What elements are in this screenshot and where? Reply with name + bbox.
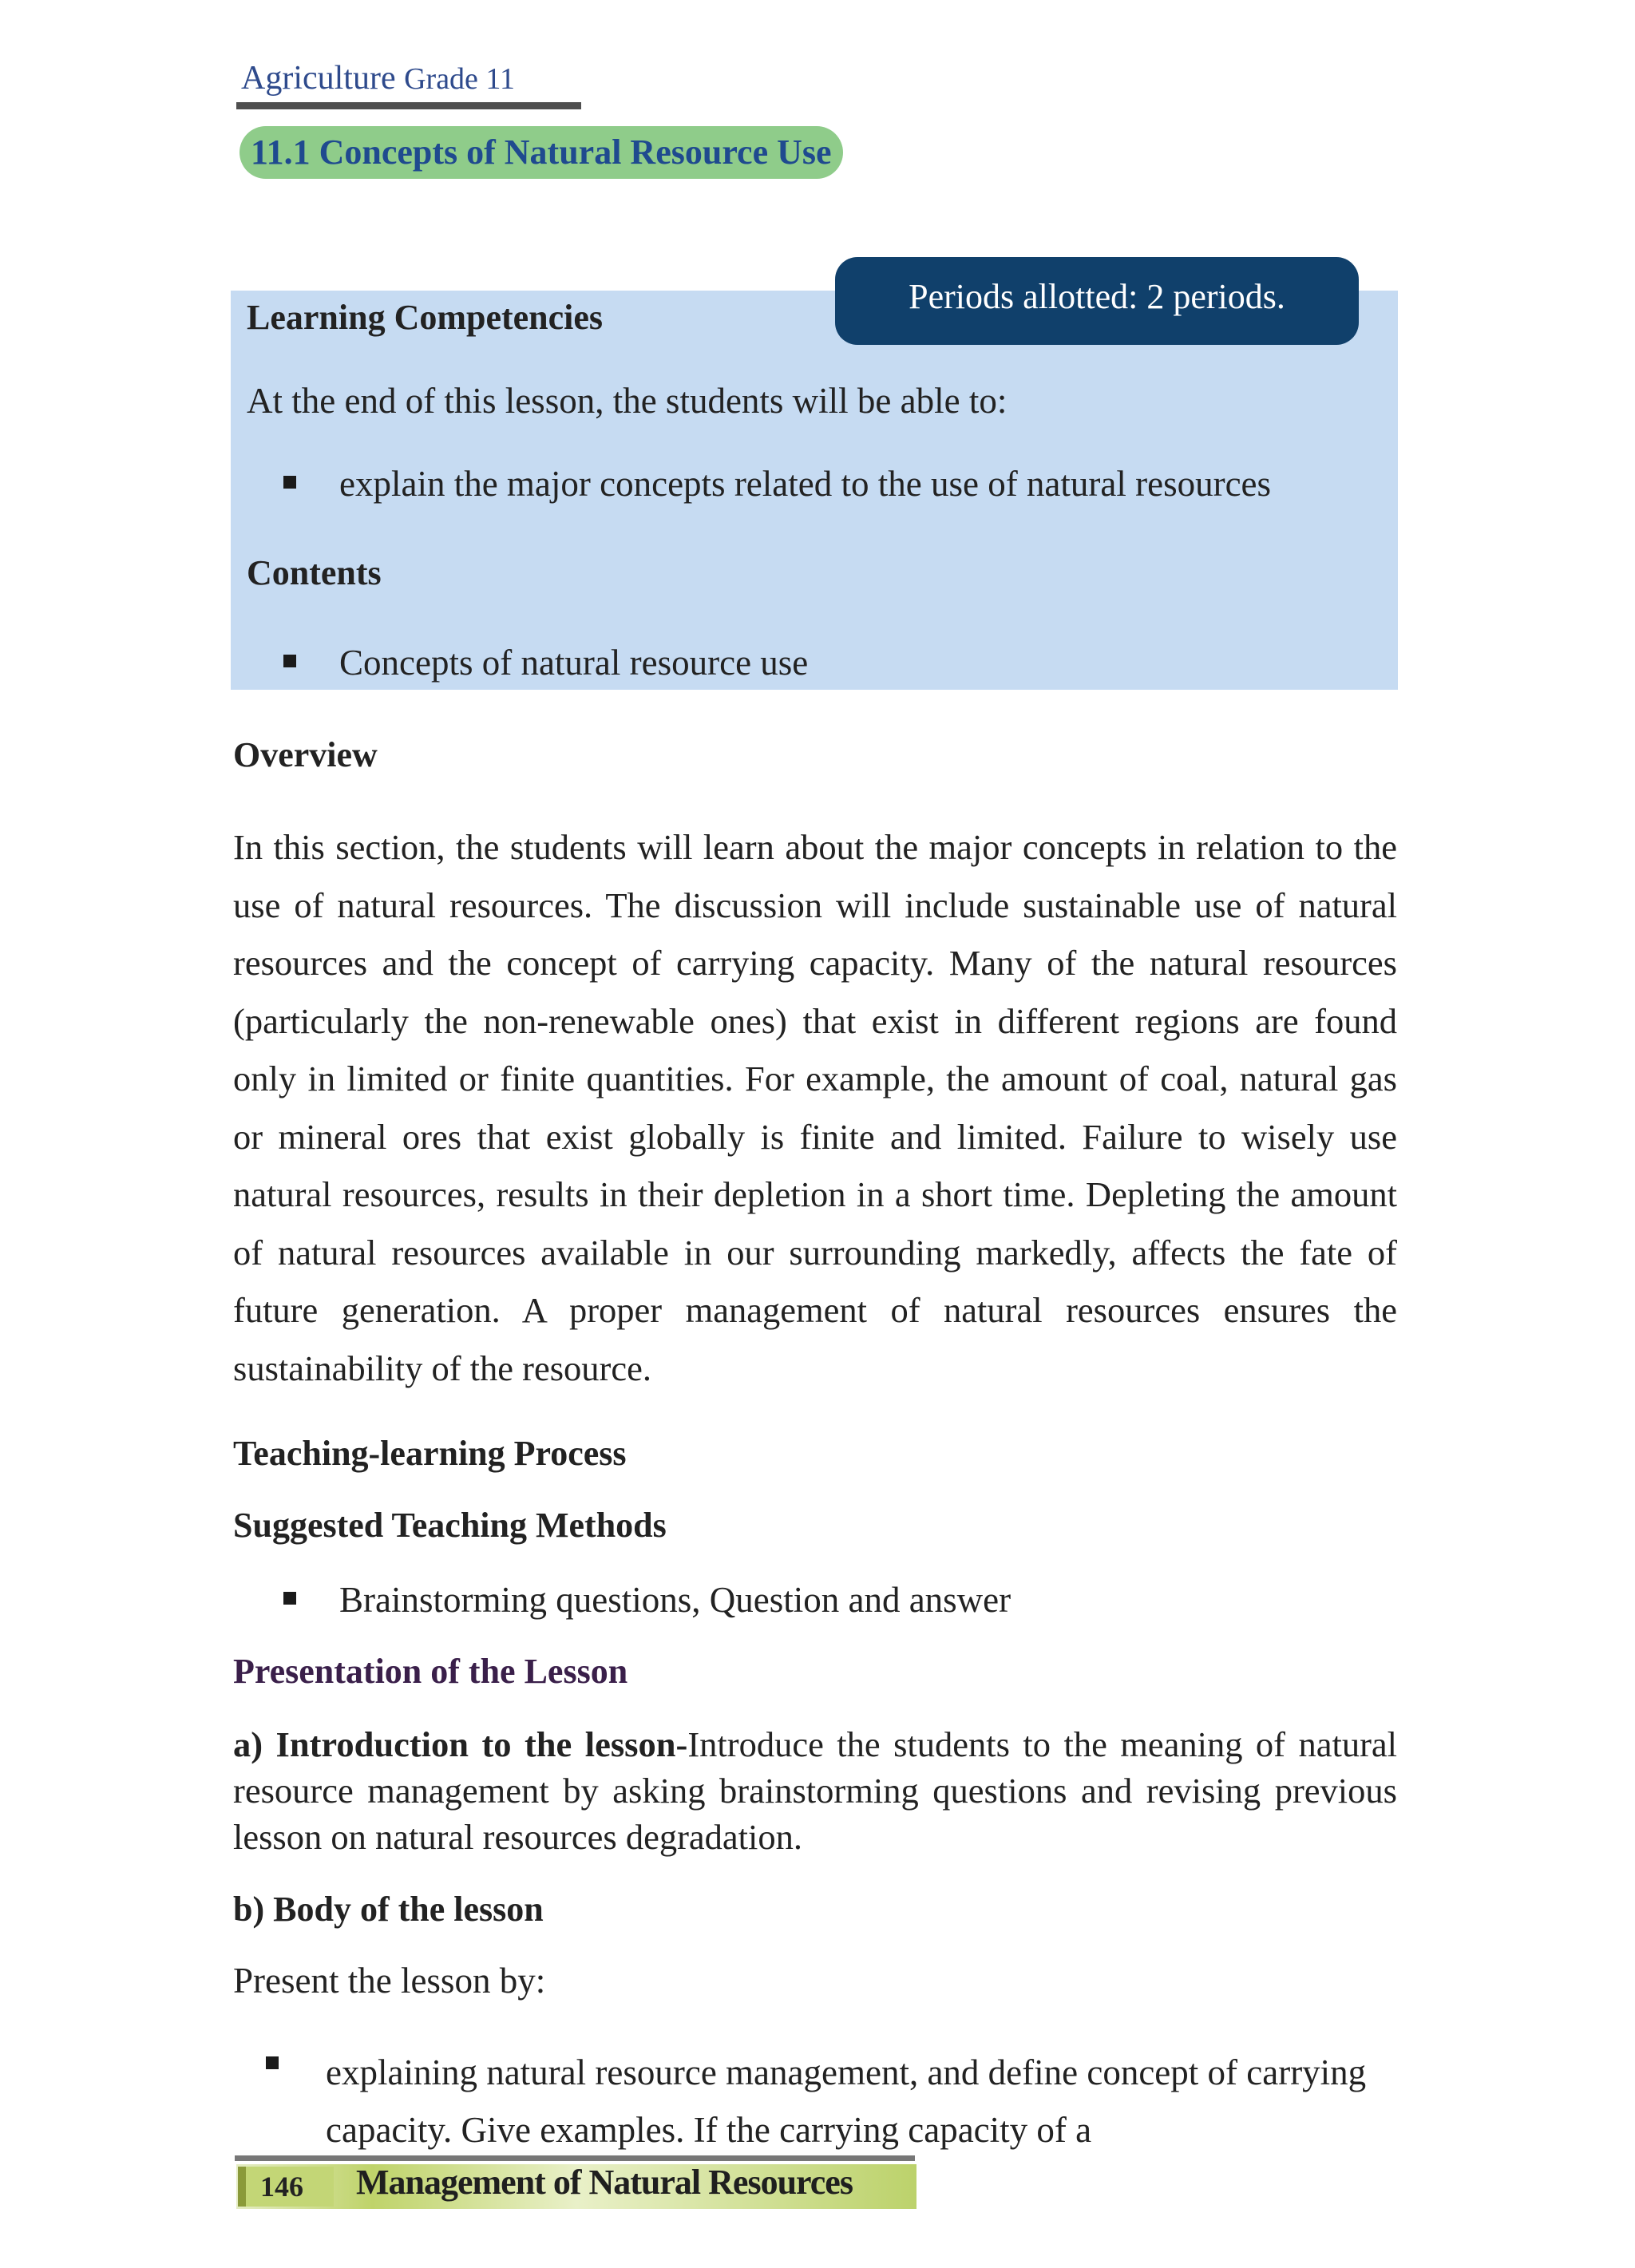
contents-item: Concepts of natural resource use (339, 643, 809, 683)
body-of-lesson-heading: b) Body of the lesson (233, 1890, 544, 1929)
running-head (241, 59, 515, 97)
unit-title: Management of Natural Resources (356, 2163, 853, 2202)
footer-rule (235, 2155, 915, 2161)
bullet-icon (283, 1592, 296, 1605)
body-item: explaining natural resource management, and define concept of carrying capacity. Give examples. If the carrying capacity of a (326, 2052, 1367, 2150)
presentation-heading: Presentation of the Lesson (233, 1652, 628, 1691)
present-by-text: Present the lesson by: (233, 1961, 546, 2001)
teaching-method-item: Brainstorming questions, Question and answer (339, 1580, 1011, 1620)
introduction-label: a) Introduction to the lesson- (233, 1724, 688, 1764)
overview-heading: Overview (233, 735, 378, 774)
page-number: 146 (260, 2171, 303, 2203)
teaching-methods-heading: Suggested Teaching Methods (233, 1506, 667, 1545)
competency-item: explain the major concepts related to the use of natural resources (339, 464, 1272, 504)
book-title: Agriculture (241, 60, 396, 97)
overview-paragraph: In this section, the students will learn about the major concepts in relation to the use of natural resources. The discussion will include sustainable use of natural resources and the concept of carrying capacity. Many of the natural resources (particularly the non-renewable ones) that exist in different regions are found only in limited or finite quantities. For example, the amount of coal, natural gas or mineral ores that exist globally is finite and limited. Failure to wisely use natural resources, results in their depletion in a short time. Depleting the amount of natural resources available in our surrounding markedly, affects the fate of future generation. A proper management of natural resources ensures the sustainability of the resource. (233, 827, 1397, 1388)
bullet-icon (266, 2056, 279, 2069)
bullet-icon (283, 655, 296, 667)
section-title: 11.1 Concepts of Natural Resource Use (240, 126, 843, 179)
introduction-paragraph (233, 1721, 1397, 1860)
contents-heading: Contents (247, 553, 382, 592)
competencies-heading: Learning Competencies (247, 298, 604, 337)
header-rule (236, 102, 581, 109)
teaching-learning-heading: Teaching-learning Process (233, 1434, 627, 1473)
introduction-text: Introduce the students to the meaning of natural resource management by asking brainstorming questions and revising previous lesson on natural resources degradation. (233, 1724, 1397, 1857)
bullet-icon (283, 476, 296, 489)
grade-label: Grade 11 (404, 62, 516, 96)
periods-badge: Periods allotted: 2 periods. (835, 257, 1359, 345)
competencies-intro: At the end of this lesson, the students will be able to: (247, 381, 1008, 421)
